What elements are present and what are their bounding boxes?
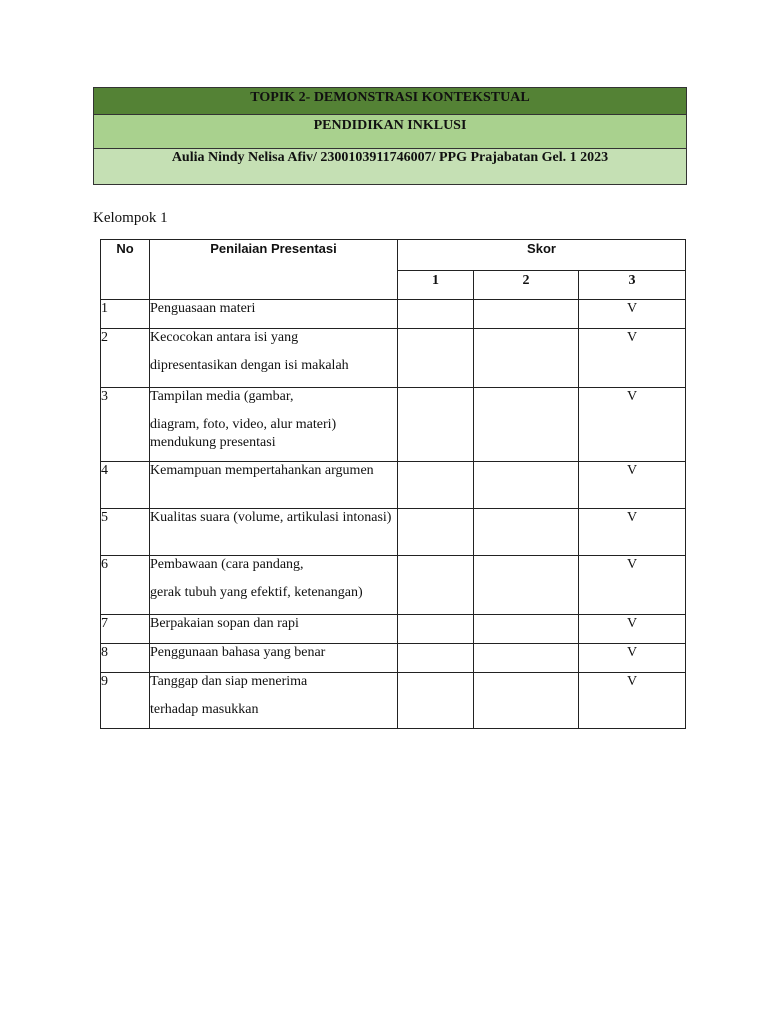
criterion-cell bbox=[150, 300, 398, 329]
score-cell-2 bbox=[474, 388, 579, 462]
criterion-text: Penguasaan materi bbox=[150, 301, 256, 316]
author-info: Aulia Nindy Nelisa Afiv/ 2300103911746007/ PPG Prajabatan Gel. 1 2023 bbox=[94, 149, 686, 184]
score-cell-2 bbox=[474, 509, 579, 556]
criterion-text: Pembawaan (cara pandang, bbox=[150, 557, 304, 572]
score-cell-1 bbox=[398, 509, 474, 556]
criterion-text: Kemampuan mempertahankan argumen bbox=[150, 463, 374, 478]
criterion-text: Kualitas suara (volume, artikulasi intonasi) bbox=[150, 510, 392, 525]
course-title: PENDIDIKAN INKLUSI bbox=[94, 115, 686, 149]
criterion-text-continued: diagram, foto, video, alur materi) mendukung presentasi bbox=[150, 417, 337, 450]
score-cell-1 bbox=[398, 329, 474, 388]
score-cell-3: V bbox=[579, 673, 686, 729]
column-header-score: Skor bbox=[398, 240, 686, 271]
table-row bbox=[101, 509, 686, 556]
score-cell-3: V bbox=[579, 644, 686, 673]
table-row bbox=[101, 300, 686, 329]
table-row bbox=[101, 673, 686, 729]
row-number: 2 bbox=[101, 329, 150, 388]
assessment-table bbox=[100, 239, 686, 729]
score-cell-3: V bbox=[579, 388, 686, 462]
score-cell-1 bbox=[398, 673, 474, 729]
table-row bbox=[101, 388, 686, 462]
criterion-text: Tanggap dan siap menerima bbox=[150, 674, 308, 689]
score-cell-2 bbox=[474, 673, 579, 729]
score-cell-1 bbox=[398, 462, 474, 509]
table-row bbox=[101, 556, 686, 615]
score-cell-1 bbox=[398, 615, 474, 644]
row-number: 9 bbox=[101, 673, 150, 729]
document-header bbox=[93, 87, 687, 185]
topic-title: TOPIK 2- DEMONSTRASI KONTEKSTUAL bbox=[94, 88, 686, 115]
score-cell-1 bbox=[398, 388, 474, 462]
column-header-no: No bbox=[101, 240, 150, 300]
score-cell-3: V bbox=[579, 556, 686, 615]
criterion-cell bbox=[150, 462, 398, 509]
row-number: 1 bbox=[101, 300, 150, 329]
score-cell-2 bbox=[474, 329, 579, 388]
score-cell-2 bbox=[474, 300, 579, 329]
score-cell-1 bbox=[398, 300, 474, 329]
criterion-cell bbox=[150, 556, 398, 615]
criterion-cell bbox=[150, 615, 398, 644]
score-cell-3: V bbox=[579, 615, 686, 644]
score-cell-3: V bbox=[579, 300, 686, 329]
criterion-cell bbox=[150, 329, 398, 388]
score-col-3: 3 bbox=[579, 271, 686, 300]
row-number: 4 bbox=[101, 462, 150, 509]
criterion-text-continued: dipresentasikan dengan isi makalah bbox=[150, 358, 349, 373]
score-cell-3: V bbox=[579, 462, 686, 509]
score-cell-2 bbox=[474, 556, 579, 615]
column-header-assessment: Penilaian Presentasi bbox=[150, 240, 398, 300]
score-col-2: 2 bbox=[474, 271, 579, 300]
criterion-text: Penggunaan bahasa yang benar bbox=[150, 645, 326, 660]
row-number: 8 bbox=[101, 644, 150, 673]
criterion-text-continued: terhadap masukkan bbox=[150, 702, 259, 717]
criterion-text: Kecocokan antara isi yang bbox=[150, 330, 299, 345]
row-number: 7 bbox=[101, 615, 150, 644]
criterion-cell bbox=[150, 388, 398, 462]
row-number: 5 bbox=[101, 509, 150, 556]
row-number: 3 bbox=[101, 388, 150, 462]
score-cell-3: V bbox=[579, 329, 686, 388]
table-row bbox=[101, 329, 686, 388]
table-row bbox=[101, 644, 686, 673]
table-row bbox=[101, 615, 686, 644]
criterion-text: Berpakaian sopan dan rapi bbox=[150, 616, 299, 631]
criterion-text: Tampilan media (gambar, bbox=[150, 389, 294, 404]
score-cell-3: V bbox=[579, 509, 686, 556]
table-row bbox=[101, 462, 686, 509]
score-cell-2 bbox=[474, 644, 579, 673]
group-label: Kelompok 1 bbox=[93, 210, 168, 226]
row-number: 6 bbox=[101, 556, 150, 615]
score-col-1: 1 bbox=[398, 271, 474, 300]
criterion-cell bbox=[150, 509, 398, 556]
score-cell-1 bbox=[398, 556, 474, 615]
score-cell-1 bbox=[398, 644, 474, 673]
criterion-cell bbox=[150, 673, 398, 729]
score-cell-2 bbox=[474, 615, 579, 644]
criterion-text-continued: gerak tubuh yang efektif, ketenangan) bbox=[150, 585, 363, 600]
score-cell-2 bbox=[474, 462, 579, 509]
criterion-cell bbox=[150, 644, 398, 673]
